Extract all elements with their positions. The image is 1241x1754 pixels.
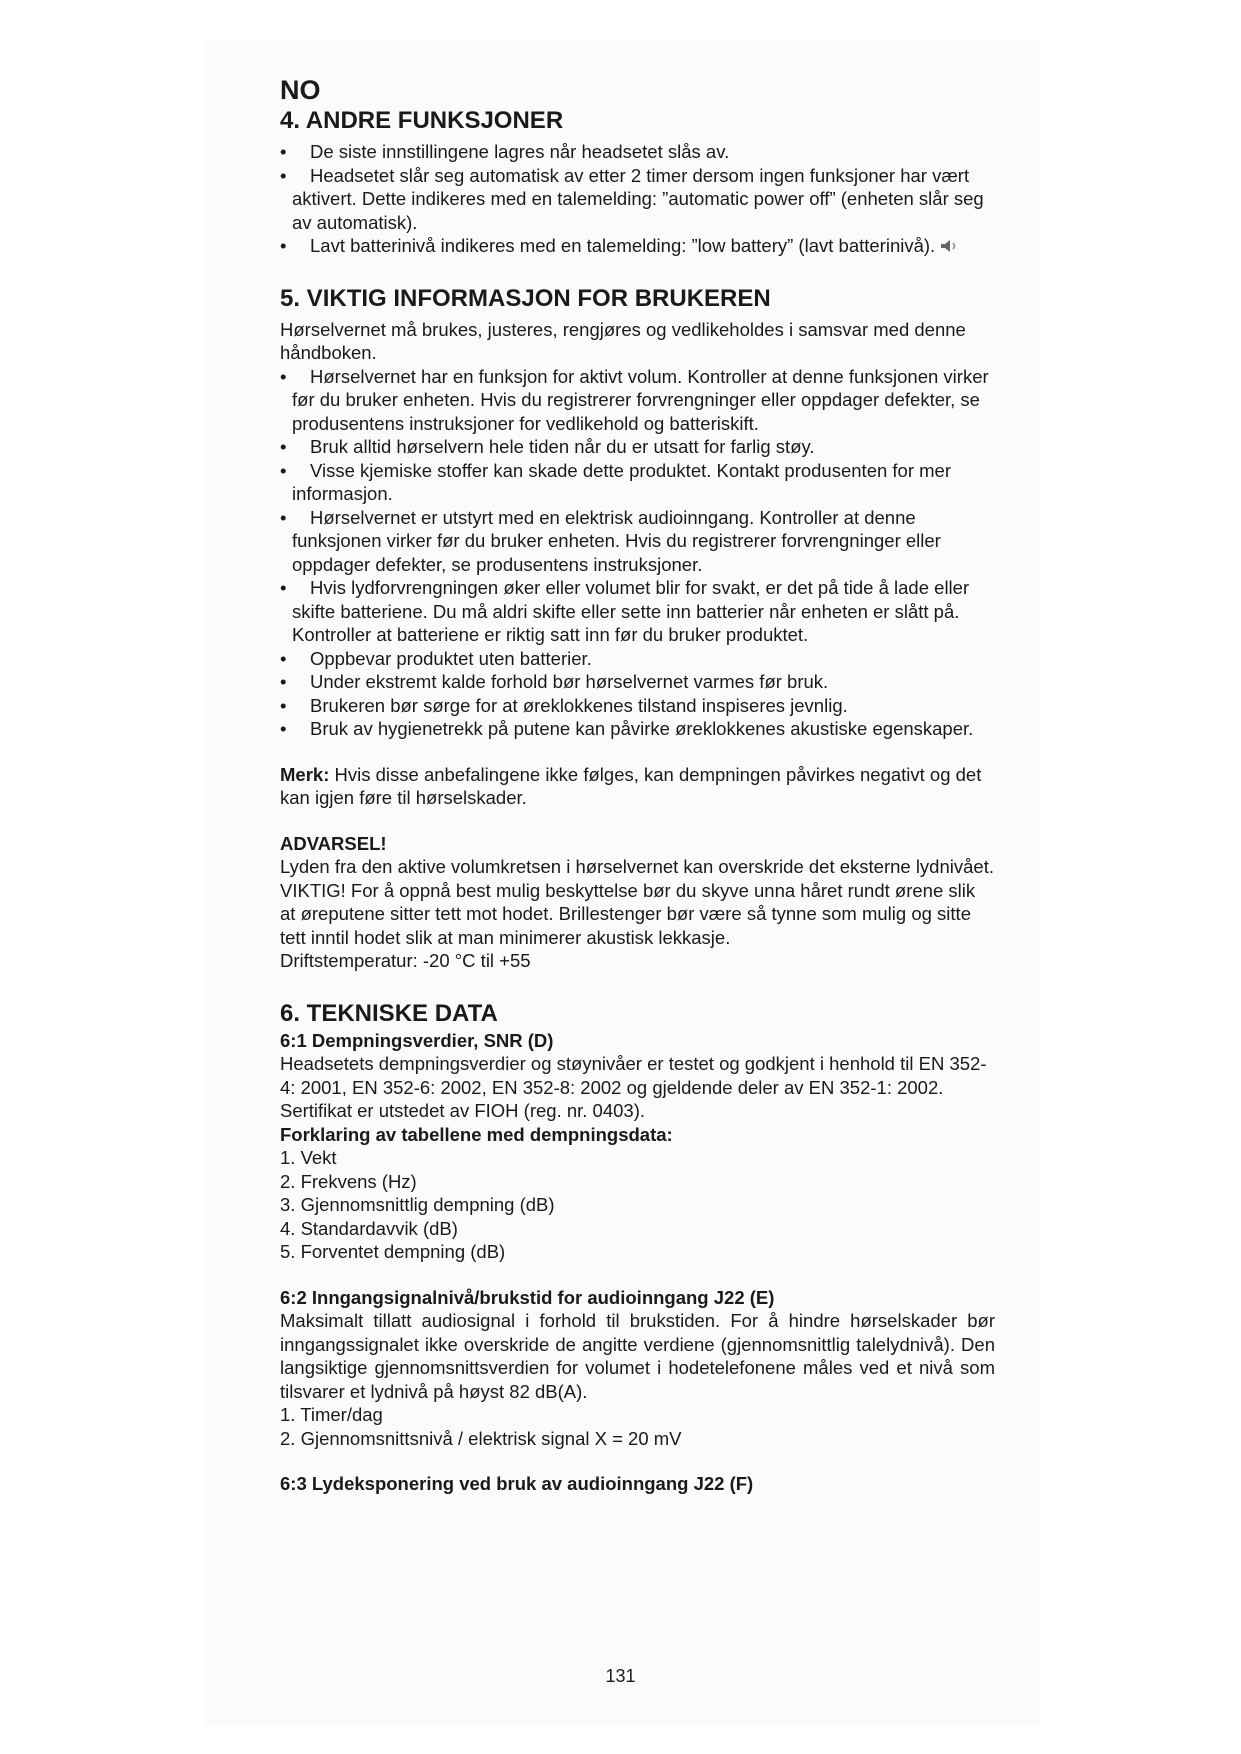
bullet-dot-icon: • bbox=[280, 164, 287, 186]
bullet-dot-icon: • bbox=[280, 506, 287, 528]
note-paragraph bbox=[280, 763, 995, 810]
page-number: 131 bbox=[605, 1666, 636, 1686]
subsection-6-2-text: Maksimalt tillatt audiosignal i forhold til brukstiden. For å hindre hørselskader bør inngangssignalet ikke overskride de angitte verdiene (gjennomsnittlig talelydnivå). Den langsiktige gjennomsnittsverdien for volumet i hodetelefonene måles ved et nivå som tilsvarer et lydnivå på høyst 82 dB(A). bbox=[280, 1310, 995, 1402]
list-item: 2. Gjennomsnittsnivå / elektrisk signal X = 20 mV bbox=[280, 1427, 682, 1449]
bullet-dot-icon: • bbox=[280, 577, 287, 598]
speaker-icon bbox=[940, 239, 960, 253]
subsection-6-2-heading: 6:2 Inngangsignalnivå/brukstid for audioinngang J22 (E) bbox=[280, 1286, 775, 1308]
document-body bbox=[280, 74, 995, 1496]
table-legend-list bbox=[280, 1146, 995, 1264]
list-item: • Under ekstremt kalde forhold bør hørselvernet varmes før bruk. bbox=[280, 671, 829, 692]
list-item: 3. Gjennomsnittlig dempning (dB) bbox=[280, 1194, 555, 1215]
subsection-6-2-list bbox=[280, 1403, 995, 1450]
list-item: • De siste innstillingene lagres når headsetet slås av. bbox=[280, 141, 730, 162]
list-item: 5. Forventet dempning (dB) bbox=[280, 1241, 506, 1262]
list-item: 2. Frekvens (Hz) bbox=[280, 1170, 417, 1192]
note-text: Hvis disse anbefalingene ikke følges, kan dempningen påvirkes negativt og det kan igjen føre til hørselskader. bbox=[280, 763, 982, 808]
table-legend-heading: Forklaring av tabellene med dempningsdata: bbox=[280, 1123, 673, 1145]
section-5-heading: 5. VIKTIG INFORMASJON FOR BRUKEREN bbox=[280, 284, 771, 312]
bullet-dot-icon: • bbox=[280, 365, 287, 387]
list-item: • Bruk av hygienetrekk på putene kan påvirke øreklokkenes akustiske egenskaper. bbox=[280, 718, 974, 739]
list-item: • Hvis lydforvrengningen øker eller volumet blir for svakt, er det på tide å lade eller skifte batteriene. Du må aldri skifte eller sette inn batterier når enheten er slått på. Kontroller at batteriene er riktig satt inn før du bruker produktet. bbox=[280, 577, 970, 645]
note-label: Merk: bbox=[280, 763, 330, 785]
section-5-intro: Hørselvernet må brukes, justeres, rengjøres og vedlikeholdes i samsvar med denne håndboken. bbox=[280, 318, 966, 363]
list-item: 1. Vekt bbox=[280, 1147, 337, 1168]
bullet-dot-icon: • bbox=[280, 694, 287, 716]
list-item: • Headsetet slår seg automatisk av etter 2 timer dersom ingen funksjoner har vært aktivert. Dette indikeres med en talemelding: ”automatic power off” (enheten slår seg av automatisk). bbox=[280, 164, 984, 233]
bullet-dot-icon: • bbox=[280, 671, 287, 692]
section-6-heading: 6. TEKNISKE DATA bbox=[280, 999, 498, 1027]
subsection-6-1-text: Headsetets dempningsverdier og støynivåer er testet og godkjent i henhold til EN 352-4: 2001, EN 352-6: 2002, EN 352-8: 2002 og gjeldende deler av EN 352-1: 2002. Sertifikat er utstedet av FIOH (reg. nr. 0403). bbox=[280, 1053, 987, 1121]
list-item: • Oppbevar produktet uten batterier. bbox=[280, 647, 592, 669]
bullet-dot-icon: • bbox=[280, 647, 287, 669]
warning-text: Lyden fra den aktive volumkretsen i hørselvernet kan overskride det eksterne lydnivået. bbox=[280, 856, 994, 877]
list-item: • Brukeren bør sørge for at øreklokkenes tilstand inspiseres jevnlig. bbox=[280, 694, 848, 716]
bullet-dot-icon: • bbox=[280, 235, 287, 256]
section-4-heading: 4. ANDRE FUNKSJONER bbox=[280, 107, 564, 134]
list-item: • Bruk alltid hørselvern hele tiden når du er utsatt for farlig støy. bbox=[280, 436, 815, 457]
list-item: • Visse kjemiske stoffer kan skade dette produktet. Kontakt produsenten for mer informasjon. bbox=[280, 459, 951, 504]
subsection-6-1-heading: 6:1 Dempningsverdier, SNR (D) bbox=[280, 1029, 554, 1051]
important-text: VIKTIG! For å oppnå best mulig beskyttelse bør du skyve unna håret rundt ørene slik at øreputene sitter tett mot hodet. Brillestenger bør være så tynne som mulig og sitte tett inntil hodet slik at man minimerer akustisk lekkasje. bbox=[280, 879, 976, 948]
subsection-6-3-heading: 6:3 Lydeksponering ved bruk av audioinngang J22 (F) bbox=[280, 1473, 754, 1494]
bullet-dot-icon: • bbox=[280, 141, 287, 162]
temperature-text: Driftstemperatur: -20 °C til +55 bbox=[280, 950, 531, 971]
list-item: • Lavt batterinivå indikeres med en talemelding: ”low battery” (lavt batterinivå). bbox=[280, 234, 995, 258]
list-item: 4. Standardavvik (dB) bbox=[280, 1217, 458, 1239]
list-item: • Hørselvernet er utstyrt med en elektrisk audioinngang. Kontroller at denne funksjonen virker før du bruker enheten. Hvis du registrerer forvrengninger eller oppdager defekter, se produsentens instruksjoner. bbox=[280, 506, 941, 575]
bullet-dot-icon: • bbox=[280, 436, 287, 457]
language-code: NO bbox=[280, 75, 321, 105]
bullet-dot-icon: • bbox=[280, 459, 287, 481]
list-item: • Hørselvernet har en funksjon for aktivt volum. Kontroller at denne funksjonen virker før du bruker enheten. Hvis du registrerer forvrengninger eller oppdager defekter, se produsentens instruksjoner for vedlikehold og batteriskift. bbox=[280, 365, 989, 434]
section-5-list bbox=[280, 365, 995, 741]
warning-heading: ADVARSEL! bbox=[280, 832, 387, 854]
bullet-dot-icon: • bbox=[280, 718, 287, 739]
list-item: 1. Timer/dag bbox=[280, 1404, 383, 1425]
section-4-list bbox=[280, 140, 995, 258]
